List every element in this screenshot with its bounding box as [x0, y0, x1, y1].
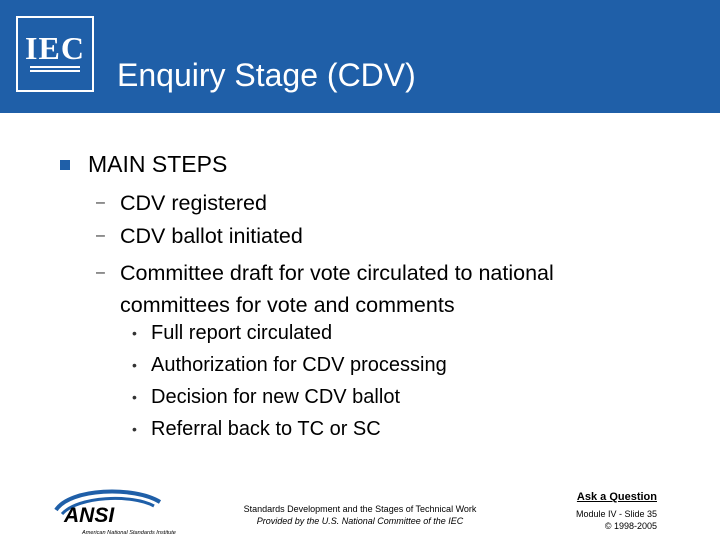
sub-sub-point-1: Full report circulated	[151, 322, 333, 344]
square-bullet-icon	[60, 160, 70, 170]
sub-sub-point-2: Authorization for CDV processing	[151, 354, 447, 376]
dash-bullet-icon: –	[96, 264, 105, 281]
main-point: MAIN STEPS	[88, 151, 228, 177]
sub-point-1: CDV registered	[120, 191, 267, 215]
ask-a-question-link[interactable]: Ask a Question	[576, 491, 657, 503]
dash-bullet-icon: –	[96, 194, 105, 211]
slide-header	[0, 0, 720, 113]
dot-bullet-icon: •	[132, 421, 137, 437]
footer-line-1: Standards Development and the Stages of Technical Work	[243, 504, 477, 514]
slide-number: Module IV - Slide 35	[575, 509, 657, 519]
sub-sub-point-4: Referral back to TC or SC	[151, 418, 381, 440]
iec-logo-text: IEC	[25, 30, 85, 66]
dot-bullet-icon: •	[132, 325, 137, 341]
slide-info	[540, 508, 657, 532]
dot-bullet-icon: •	[132, 389, 137, 405]
footer-line-2: Provided by the U.S. National Committee of the IEC	[256, 516, 464, 526]
dash-bullet-icon: –	[96, 227, 105, 244]
slide-title: Enquiry Stage (CDV)	[117, 57, 416, 93]
sub-point-2: CDV ballot initiated	[120, 224, 303, 248]
ansi-logo	[42, 488, 200, 536]
sub-sub-point-3: Decision for new CDV ballot	[151, 386, 400, 408]
iec-logo-lines	[30, 66, 80, 76]
ansi-logo-text: ANSI	[64, 504, 115, 527]
sub-point-3: Committee draft for vote circulated to national committees for vote and comments	[120, 261, 554, 317]
ansi-logo-subtitle: American National Standards Institute	[82, 530, 176, 536]
footer-center-text	[205, 503, 515, 527]
dot-bullet-icon: •	[132, 357, 137, 373]
iec-logo	[16, 16, 94, 92]
copyright: © 1998-2005	[604, 521, 657, 531]
